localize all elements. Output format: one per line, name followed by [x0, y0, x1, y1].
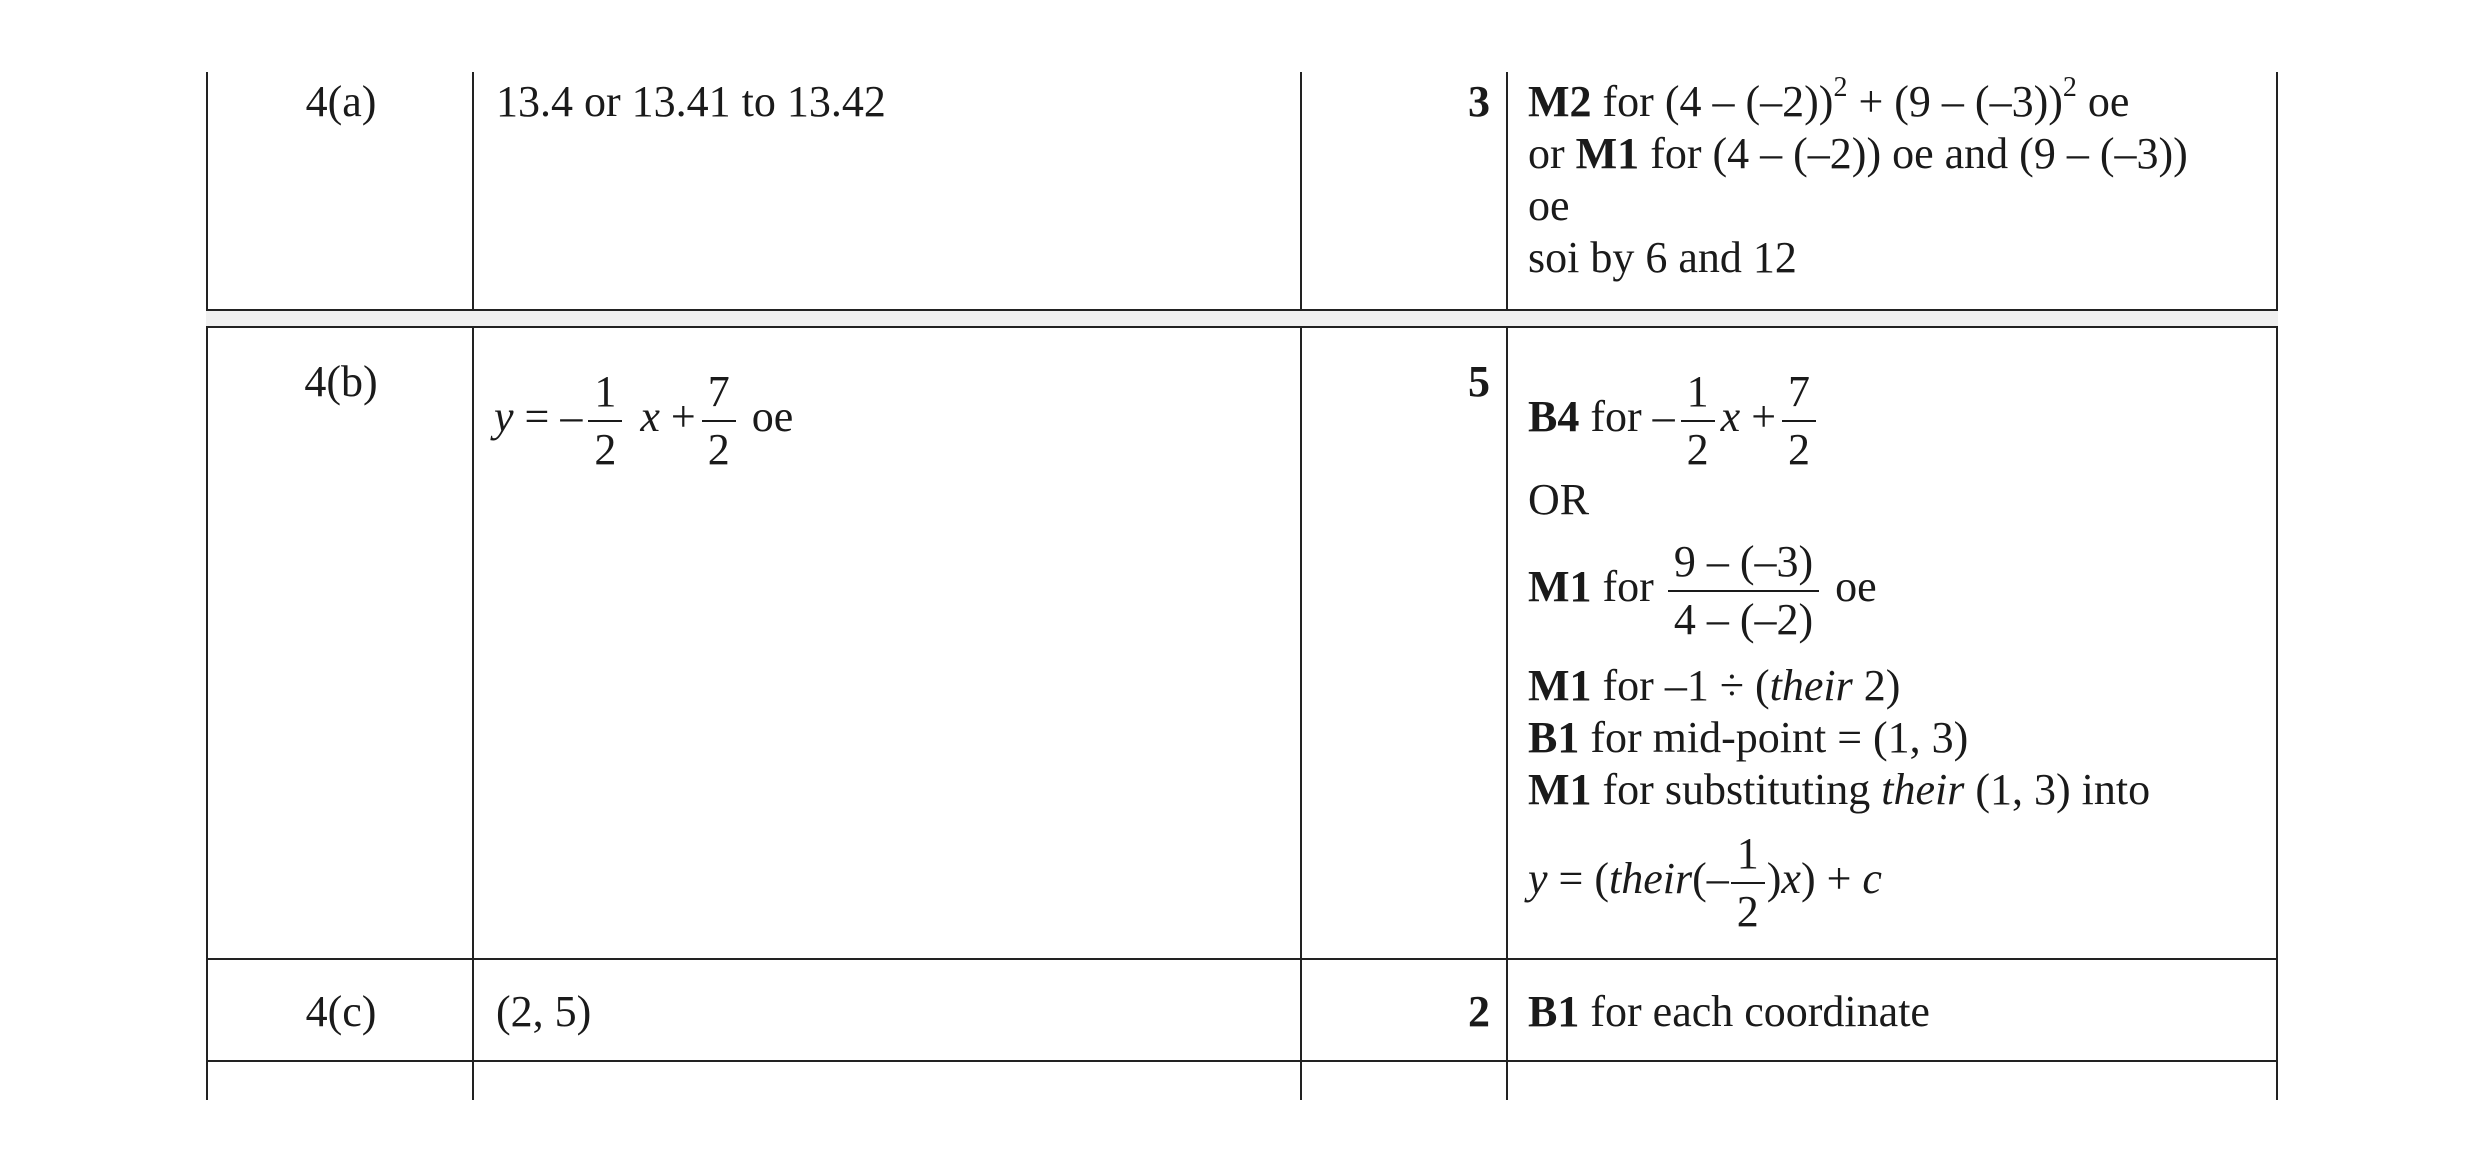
row-divider — [206, 326, 2278, 328]
guidance-fragment: for mid-point = (1, 3) — [1579, 713, 1969, 762]
variable-x: x — [640, 392, 660, 442]
denominator: 2 — [707, 425, 730, 474]
guidance-fragment: (– — [1692, 854, 1729, 904]
mark-code: M1 — [1528, 661, 1592, 710]
variable-x: x — [1781, 854, 1801, 904]
answer-expression — [494, 364, 793, 478]
table-border-right — [2276, 72, 2278, 1100]
guidance-line — [1528, 128, 2188, 180]
guidance-b4 — [1528, 364, 1822, 478]
guidance-line — [1528, 660, 2150, 712]
guidance-fragment: ) + — [1800, 854, 1863, 904]
guidance-fragment: for substituting — [1591, 765, 1882, 814]
variable-c: c — [1862, 854, 1882, 904]
oe-note: oe — [1835, 562, 1877, 612]
table-border-left — [206, 72, 208, 1100]
numerator: 7 — [1782, 364, 1816, 422]
fraction — [1782, 364, 1816, 478]
question-number: 4(a) — [305, 77, 377, 126]
column-divider — [1300, 72, 1302, 1100]
guidance-or: OR — [1528, 475, 1590, 524]
exponent: 2 — [2062, 72, 2077, 104]
column-divider — [472, 72, 474, 1100]
question-number: 4(b) — [304, 357, 378, 406]
exponent: 2 — [1833, 72, 1848, 104]
guidance-substitution-formula — [1528, 826, 1882, 940]
guidance-m1-gradient — [1528, 534, 1877, 648]
row-separator-band — [206, 310, 2278, 327]
denominator: 2 — [1788, 425, 1811, 474]
guidance-fragment: or — [1528, 129, 1576, 178]
mark-code: M1 — [1528, 562, 1592, 612]
numerator: 7 — [702, 364, 736, 422]
question-number: 4(c) — [305, 987, 377, 1036]
guidance-fragment: for each coordinate — [1579, 987, 1930, 1036]
guidance-fragment: their — [1881, 765, 1965, 814]
mark-code: B4 — [1528, 392, 1580, 442]
guidance-fragment: ) — [1766, 854, 1782, 904]
row-divider — [206, 1060, 2278, 1062]
guidance-fragment: for (4 – (–2)) — [1591, 77, 1834, 126]
denominator: 2 — [1736, 887, 1759, 936]
marks-value: 2 — [1468, 987, 1490, 1036]
guidance-line: soi by 6 and 12 — [1528, 233, 1797, 282]
guidance-fragment: for (4 – (–2)) oe and (9 – (–3)) — [1639, 129, 2188, 178]
oe-note: oe — [751, 392, 794, 442]
fraction — [702, 364, 736, 478]
guidance-fragment: 2) — [1852, 661, 1901, 710]
numerator: 1 — [1731, 826, 1765, 884]
answer-text: 13.4 or 13.41 to 13.42 — [496, 77, 886, 126]
row-divider — [206, 309, 2278, 311]
guidance-fragment: oe — [2076, 77, 2130, 126]
marks-value: 5 — [1468, 357, 1490, 406]
guidance-fragment: + (9 – (–3)) — [1847, 77, 2063, 126]
numerator: 1 — [588, 364, 622, 422]
fraction — [588, 364, 622, 478]
guidance-fragment: for – — [1579, 392, 1675, 442]
numerator: 1 — [1681, 364, 1715, 422]
mark-code: B1 — [1528, 713, 1580, 762]
guidance-lines — [1528, 660, 2150, 816]
guidance-line — [1528, 72, 2188, 128]
denominator: 2 — [1686, 425, 1709, 474]
column-divider — [1506, 72, 1508, 1100]
variable-x: x — [1720, 392, 1741, 442]
guidance-fragment: their — [1609, 854, 1693, 904]
fraction — [1731, 826, 1765, 940]
row-divider — [206, 958, 2278, 960]
mark-code: M1 — [1528, 765, 1592, 814]
equals-minus: = – — [513, 392, 583, 442]
guidance-text — [1528, 986, 1930, 1038]
guidance-line — [1528, 712, 2150, 764]
answer-text: (2, 5) — [496, 987, 592, 1036]
guidance-fragment: = ( — [1547, 854, 1609, 904]
mark-code: B1 — [1528, 987, 1580, 1036]
plus-sign: + — [1740, 392, 1777, 442]
guidance-fragment: (1, 3) into — [1964, 765, 2151, 814]
marks-value: 3 — [1468, 77, 1490, 126]
denominator: 2 — [594, 425, 617, 474]
guidance-text — [1528, 72, 2188, 284]
guidance-line: oe — [1528, 181, 1570, 230]
guidance-fragment: for — [1591, 562, 1654, 612]
mark-code: M2 — [1528, 77, 1592, 126]
denominator: 4 – (–2) — [1673, 595, 1814, 644]
variable-y: y — [1528, 854, 1548, 904]
guidance-fragment: for –1 ÷ ( — [1591, 661, 1770, 710]
numerator: 9 – (–3) — [1668, 534, 1819, 592]
plus-sign: + — [659, 392, 696, 442]
variable-y: y — [494, 392, 514, 442]
fraction — [1668, 534, 1819, 648]
guidance-line — [1528, 764, 2150, 816]
guidance-fragment: their — [1769, 661, 1853, 710]
mark-code: M1 — [1575, 129, 1640, 178]
fraction — [1681, 364, 1715, 478]
